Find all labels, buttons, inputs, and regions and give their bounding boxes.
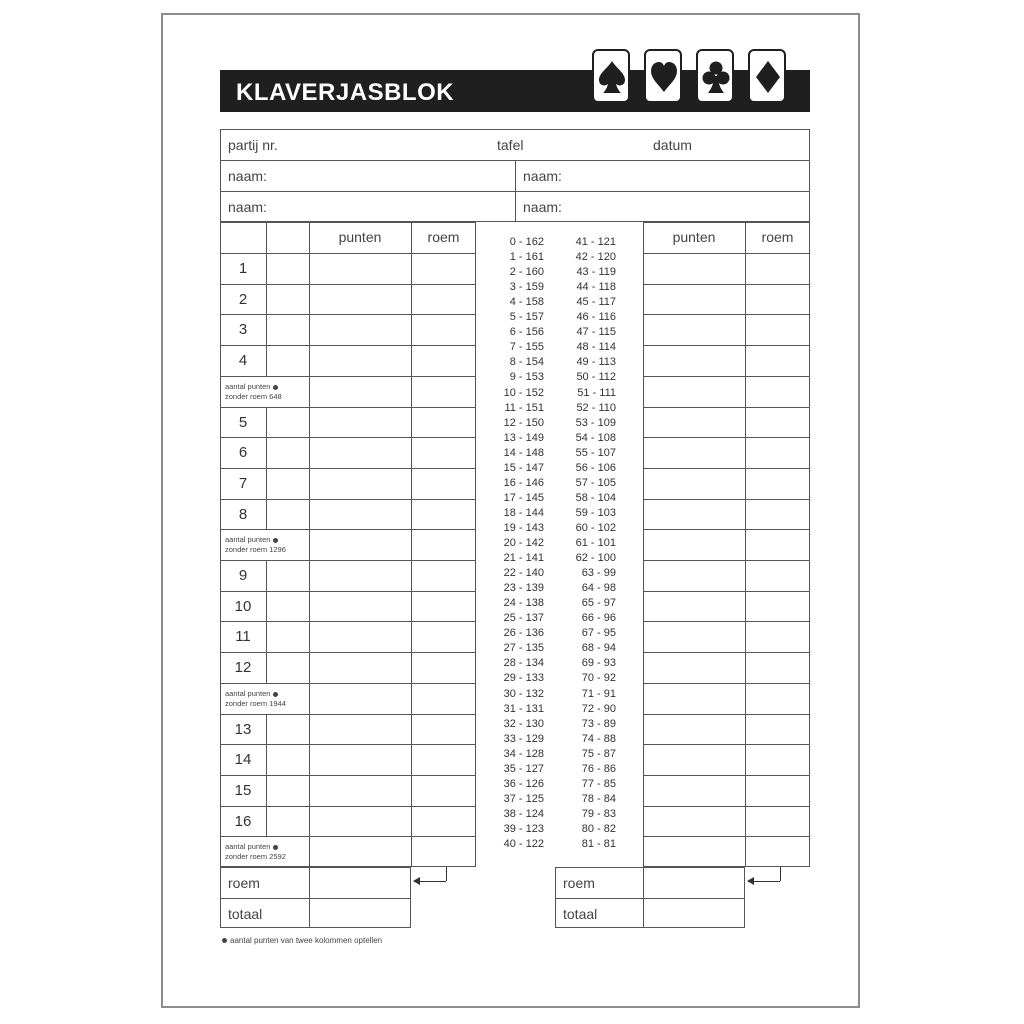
roem-cell[interactable] bbox=[412, 745, 475, 774]
roem-cell[interactable] bbox=[746, 408, 809, 437]
score-pair-left: 6 - 156 bbox=[509, 326, 544, 338]
punten-cell[interactable] bbox=[310, 315, 410, 344]
naam-field[interactable]: naam: bbox=[523, 199, 562, 215]
roem-cell[interactable] bbox=[412, 346, 475, 375]
club-card bbox=[696, 49, 734, 103]
subtotal-roem-cell[interactable] bbox=[746, 377, 809, 406]
punten-cell[interactable] bbox=[644, 622, 744, 651]
score-pair-left: 27 - 135 bbox=[503, 642, 544, 654]
roem-total-cell[interactable] bbox=[310, 868, 410, 897]
score-pair-right: 48 - 114 bbox=[576, 341, 616, 353]
round-number: 15 bbox=[234, 782, 252, 799]
round-number: 3 bbox=[238, 321, 248, 338]
punten-cell[interactable] bbox=[310, 254, 410, 283]
score-pair-left: 40 - 122 bbox=[503, 838, 544, 850]
roem-cell[interactable] bbox=[746, 285, 809, 314]
score-pair-right: 50 - 112 bbox=[576, 371, 616, 383]
round-number: 7 bbox=[238, 475, 248, 492]
roem-cell[interactable] bbox=[746, 346, 809, 375]
punten-cell[interactable] bbox=[644, 438, 744, 467]
roem-cell[interactable] bbox=[746, 715, 809, 744]
score-pair-right: 47 - 115 bbox=[576, 326, 616, 338]
punten-cell[interactable] bbox=[310, 653, 410, 682]
spade-card bbox=[592, 49, 630, 103]
score-pair-right: 49 - 113 bbox=[576, 356, 616, 368]
score-pair-right: 75 - 87 bbox=[581, 748, 616, 760]
tafel-field[interactable]: tafel bbox=[497, 137, 524, 153]
score-pair-left: 25 - 137 bbox=[503, 612, 544, 624]
totaal-label: totaal bbox=[228, 906, 263, 922]
round-number: 8 bbox=[238, 506, 248, 523]
score-pair-left: 1 - 161 bbox=[509, 251, 544, 263]
naam-field[interactable]: naam: bbox=[228, 199, 267, 215]
subtotal-punten-cell[interactable] bbox=[310, 684, 410, 713]
subtotal-note: zonder roem 1944 bbox=[225, 699, 286, 708]
punten-cell[interactable] bbox=[310, 592, 410, 621]
score-pair-right: 61 - 101 bbox=[575, 537, 616, 549]
round-number: 12 bbox=[234, 659, 252, 676]
punten-cell[interactable] bbox=[644, 254, 744, 283]
subtotal-roem-cell[interactable] bbox=[746, 684, 809, 713]
score-pair-right: 80 - 82 bbox=[581, 823, 616, 835]
roem-cell[interactable] bbox=[746, 500, 809, 529]
subtotal-note bbox=[225, 842, 278, 851]
roem-cell[interactable] bbox=[412, 776, 475, 805]
roem-cell[interactable] bbox=[746, 622, 809, 651]
roem-total-label: roem bbox=[563, 875, 595, 891]
punten-cell[interactable] bbox=[644, 776, 744, 805]
score-pair-left: 21 - 141 bbox=[503, 552, 544, 564]
roem-cell[interactable] bbox=[412, 315, 475, 344]
subtotal-note bbox=[225, 535, 278, 544]
heart-icon bbox=[650, 60, 678, 94]
punten-cell[interactable] bbox=[310, 715, 410, 744]
score-pair-right: 54 - 108 bbox=[575, 432, 616, 444]
round-number: 1 bbox=[238, 260, 248, 277]
score-pair-left: 15 - 147 bbox=[503, 462, 544, 474]
score-pair-right: 55 - 107 bbox=[575, 447, 616, 459]
score-pair-right: 79 - 83 bbox=[581, 808, 616, 820]
subtotal-note bbox=[225, 689, 278, 698]
round-number: 4 bbox=[238, 352, 248, 369]
score-pair-left: 9 - 153 bbox=[509, 371, 544, 383]
score-pair-right: 42 - 120 bbox=[575, 251, 616, 263]
punten-cell[interactable] bbox=[310, 561, 410, 590]
score-pair-right: 71 - 91 bbox=[581, 688, 616, 700]
roem-cell[interactable] bbox=[412, 500, 475, 529]
punten-cell[interactable] bbox=[310, 500, 410, 529]
score-pair-left: 22 - 140 bbox=[503, 567, 544, 579]
score-pair-left: 32 - 130 bbox=[503, 718, 544, 730]
score-pair-left: 29 - 133 bbox=[503, 672, 544, 684]
score-pair-right: 78 - 84 bbox=[581, 793, 616, 805]
roem-cell[interactable] bbox=[746, 315, 809, 344]
score-pair-left: 36 - 126 bbox=[503, 778, 544, 790]
score-pair-right: 64 - 98 bbox=[581, 582, 616, 594]
score-pair-left: 13 - 149 bbox=[503, 432, 544, 444]
punten-cell[interactable] bbox=[310, 745, 410, 774]
roem-cell[interactable] bbox=[746, 745, 809, 774]
score-pair-right: 44 - 118 bbox=[576, 281, 616, 293]
score-pair-right: 67 - 95 bbox=[581, 627, 616, 639]
subtotal-note bbox=[225, 382, 278, 391]
roem-cell[interactable] bbox=[412, 469, 475, 498]
score-pair-left: 24 - 138 bbox=[503, 597, 544, 609]
score-pair-right: 69 - 93 bbox=[581, 657, 616, 669]
score-pair-right: 76 - 86 bbox=[581, 763, 616, 775]
roem-cell[interactable] bbox=[746, 254, 809, 283]
heart-card bbox=[644, 49, 682, 103]
score-pair-left: 3 - 159 bbox=[509, 281, 544, 293]
punten-cell[interactable] bbox=[644, 807, 744, 836]
subtotal-roem-cell[interactable] bbox=[746, 837, 809, 866]
punten-cell[interactable] bbox=[310, 438, 410, 467]
bullet-icon bbox=[273, 845, 278, 850]
roem-cell[interactable] bbox=[412, 561, 475, 590]
round-number: 16 bbox=[234, 813, 252, 830]
score-pair-left: 20 - 142 bbox=[503, 537, 544, 549]
score-pair-right: 73 - 89 bbox=[581, 718, 616, 730]
subtotal-punten-cell[interactable] bbox=[310, 837, 410, 866]
round-number: 9 bbox=[238, 567, 248, 584]
punten-cell[interactable] bbox=[644, 745, 744, 774]
roem-total-label: roem bbox=[228, 875, 260, 891]
bullet-icon bbox=[273, 385, 278, 390]
subtotal-note: zonder roem 648 bbox=[225, 392, 282, 401]
score-pair-left: 26 - 136 bbox=[503, 627, 544, 639]
score-pair-right: 62 - 100 bbox=[575, 552, 616, 564]
subtotal-roem-cell[interactable] bbox=[412, 530, 475, 559]
subtotal-label: aantal punten bbox=[225, 842, 271, 851]
score-pair-right: 43 - 119 bbox=[576, 266, 616, 278]
score-pair-left: 10 - 152 bbox=[503, 387, 544, 399]
round-number: 13 bbox=[234, 721, 252, 738]
punten-cell[interactable] bbox=[644, 715, 744, 744]
roem-total-cell[interactable] bbox=[644, 868, 744, 897]
punten-cell[interactable] bbox=[644, 408, 744, 437]
score-pair-left: 31 - 131 bbox=[503, 703, 544, 715]
punten-cell[interactable] bbox=[310, 469, 410, 498]
datum-field[interactable]: datum bbox=[653, 137, 692, 153]
score-pair-right: 63 - 99 bbox=[581, 567, 616, 579]
subtotal-punten-cell[interactable] bbox=[644, 684, 744, 713]
score-pair-left: 5 - 157 bbox=[509, 311, 544, 323]
totaal-label: totaal bbox=[563, 906, 598, 922]
score-pair-right: 74 - 88 bbox=[581, 733, 616, 745]
score-pair-right: 52 - 110 bbox=[576, 402, 616, 414]
round-number: 11 bbox=[235, 628, 251, 645]
right-roem-arrow-arrowhead-icon bbox=[747, 877, 754, 885]
score-pair-left: 38 - 124 bbox=[503, 808, 544, 820]
round-number: 10 bbox=[234, 598, 252, 615]
score-pair-left: 4 - 158 bbox=[509, 296, 544, 308]
score-pair-left: 34 - 128 bbox=[503, 748, 544, 760]
punten-cell[interactable] bbox=[310, 622, 410, 651]
punten-cell[interactable] bbox=[310, 346, 410, 375]
score-pair-right: 65 - 97 bbox=[581, 597, 616, 609]
score-pair-right: 66 - 96 bbox=[581, 612, 616, 624]
score-pair-right: 51 - 111 bbox=[577, 387, 616, 399]
left-roem-arrow-arrowhead-icon bbox=[413, 877, 420, 885]
punten-cell[interactable] bbox=[310, 285, 410, 314]
score-pair-right: 53 - 109 bbox=[575, 417, 616, 429]
round-number: 14 bbox=[234, 751, 252, 768]
roem-cell[interactable] bbox=[746, 469, 809, 498]
score-pair-left: 0 - 162 bbox=[509, 236, 544, 248]
bullet-icon bbox=[273, 538, 278, 543]
score-pair-left: 23 - 139 bbox=[503, 582, 544, 594]
roem-cell[interactable] bbox=[412, 254, 475, 283]
spade-icon bbox=[598, 60, 626, 94]
score-pair-left: 11 - 151 bbox=[504, 402, 544, 414]
roem-cell[interactable] bbox=[746, 807, 809, 836]
punten-cell[interactable] bbox=[644, 653, 744, 682]
score-pair-left: 14 - 148 bbox=[503, 447, 544, 459]
naam-field[interactable]: naam: bbox=[523, 168, 562, 184]
roem-cell[interactable] bbox=[412, 715, 475, 744]
left-roem-arrow-line bbox=[446, 867, 447, 881]
roem-cell[interactable] bbox=[412, 408, 475, 437]
score-pair-left: 18 - 144 bbox=[503, 507, 544, 519]
punten-cell[interactable] bbox=[644, 592, 744, 621]
diamond-card bbox=[748, 49, 786, 103]
score-pair-right: 68 - 94 bbox=[581, 642, 616, 654]
score-pair-left: 37 - 125 bbox=[503, 793, 544, 805]
punten-cell[interactable] bbox=[644, 285, 744, 314]
score-pair-left: 16 - 146 bbox=[503, 477, 544, 489]
subtotal-label: aantal punten bbox=[225, 535, 271, 544]
roem-cell[interactable] bbox=[412, 438, 475, 467]
punten-cell[interactable] bbox=[644, 561, 744, 590]
score-pair-left: 35 - 127 bbox=[503, 763, 544, 775]
subtotal-label: aantal punten bbox=[225, 689, 271, 698]
round-number: 6 bbox=[238, 444, 248, 461]
page-title: KLAVERJASBLOK bbox=[236, 79, 455, 106]
subtotal-punten-cell[interactable] bbox=[644, 837, 744, 866]
subtotal-roem-cell[interactable] bbox=[746, 530, 809, 559]
score-pair-left: 33 - 129 bbox=[503, 733, 544, 745]
punten-cell[interactable] bbox=[310, 408, 410, 437]
roem-cell[interactable] bbox=[746, 592, 809, 621]
col-header-roem: roem bbox=[427, 229, 460, 245]
score-pair-left: 30 - 132 bbox=[503, 688, 544, 700]
diamond-icon bbox=[754, 60, 782, 94]
score-pair-left: 2 - 160 bbox=[509, 266, 544, 278]
roem-cell[interactable] bbox=[746, 438, 809, 467]
score-pair-right: 56 - 106 bbox=[575, 462, 616, 474]
score-pair-left: 39 - 123 bbox=[503, 823, 544, 835]
subtotal-roem-cell[interactable] bbox=[412, 684, 475, 713]
punten-cell[interactable] bbox=[644, 469, 744, 498]
punten-cell[interactable] bbox=[310, 776, 410, 805]
score-pair-right: 77 - 85 bbox=[581, 778, 616, 790]
subtotal-label: aantal punten bbox=[225, 382, 271, 391]
subtotal-note: zonder roem 2592 bbox=[225, 852, 286, 861]
roem-cell[interactable] bbox=[412, 285, 475, 314]
score-pair-right: 81 - 81 bbox=[581, 838, 616, 850]
roem-cell[interactable] bbox=[412, 653, 475, 682]
club-icon bbox=[702, 60, 730, 94]
punten-cell[interactable] bbox=[310, 807, 410, 836]
score-pair-left: 12 - 150 bbox=[503, 417, 544, 429]
subtotal-punten-cell[interactable] bbox=[310, 377, 410, 406]
subtotal-note: zonder roem 1296 bbox=[225, 545, 286, 554]
subtotal-punten-cell[interactable] bbox=[644, 377, 744, 406]
punten-cell[interactable] bbox=[644, 500, 744, 529]
totaal-cell[interactable] bbox=[644, 899, 744, 928]
score-pair-right: 57 - 105 bbox=[575, 477, 616, 489]
score-pair-left: 28 - 134 bbox=[503, 657, 544, 669]
score-pair-right: 58 - 104 bbox=[575, 492, 616, 504]
subtotal-roem-cell[interactable] bbox=[412, 377, 475, 406]
score-pair-right: 45 - 117 bbox=[576, 296, 616, 308]
round-number: 2 bbox=[238, 291, 248, 308]
score-pair-right: 41 - 121 bbox=[575, 236, 616, 248]
roem-cell[interactable] bbox=[746, 776, 809, 805]
score-pair-left: 8 - 154 bbox=[509, 356, 544, 368]
score-pair-right: 46 - 116 bbox=[576, 311, 616, 323]
score-pair-right: 59 - 103 bbox=[575, 507, 616, 519]
partij-field[interactable]: partij nr. bbox=[228, 137, 278, 153]
naam-field[interactable]: naam: bbox=[228, 168, 267, 184]
score-pair-right: 70 - 92 bbox=[581, 672, 616, 684]
col-header-punten: punten bbox=[338, 229, 382, 245]
score-pair-right: 60 - 102 bbox=[575, 522, 616, 534]
roem-cell[interactable] bbox=[746, 653, 809, 682]
round-number: 5 bbox=[238, 414, 248, 431]
score-pair-left: 19 - 143 bbox=[503, 522, 544, 534]
subtotal-punten-cell[interactable] bbox=[310, 530, 410, 559]
roem-cell[interactable] bbox=[746, 561, 809, 590]
score-pair-left: 7 - 155 bbox=[509, 341, 544, 353]
footnote bbox=[222, 936, 382, 945]
totaal-cell[interactable] bbox=[310, 899, 410, 928]
col-header-roem: roem bbox=[761, 229, 794, 245]
footnote-text: aantal punten van twee kolommen optellen bbox=[230, 936, 383, 945]
punten-cell[interactable] bbox=[644, 315, 744, 344]
bullet-icon bbox=[273, 692, 278, 697]
roem-cell[interactable] bbox=[412, 622, 475, 651]
subtotal-punten-cell[interactable] bbox=[644, 530, 744, 559]
roem-cell[interactable] bbox=[412, 807, 475, 836]
punten-cell[interactable] bbox=[644, 346, 744, 375]
col-header-punten: punten bbox=[672, 229, 716, 245]
subtotal-roem-cell[interactable] bbox=[412, 837, 475, 866]
score-pair-left: 17 - 145 bbox=[503, 492, 544, 504]
right-roem-arrow-line bbox=[780, 867, 781, 881]
score-pair-right: 72 - 90 bbox=[581, 703, 616, 715]
roem-cell[interactable] bbox=[412, 592, 475, 621]
